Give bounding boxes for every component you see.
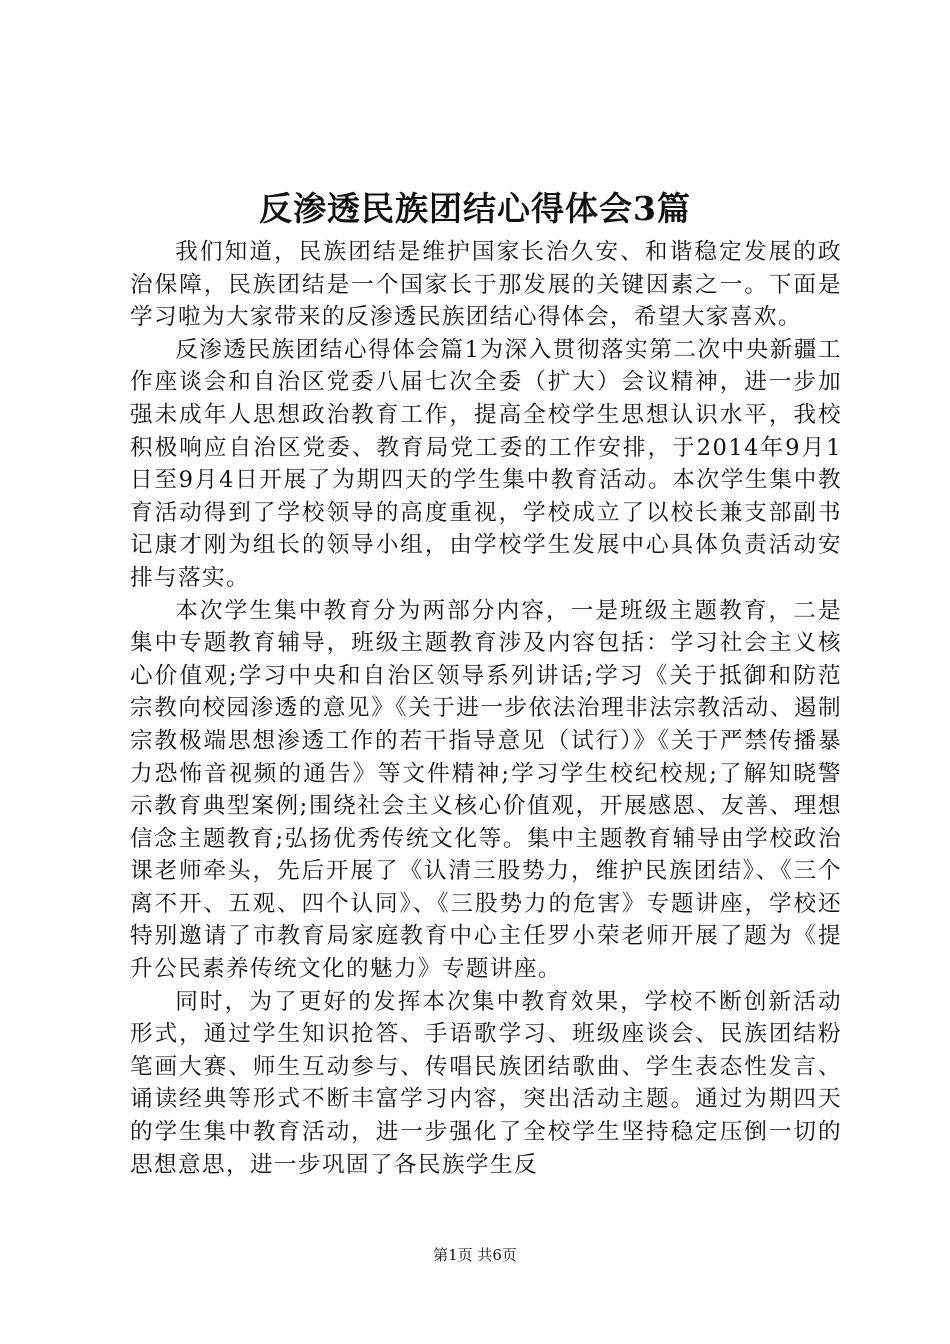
page-number-footer: 第1页 共6页 xyxy=(433,1246,517,1264)
document-title: 反渗透民族团结心得体会3篇 xyxy=(259,189,691,228)
paragraph-activity-forms: 同时，为了更好的发挥本次集中教育效果，学校不断创新活动形式，通过学生知识抢答、手语歌学习、班级座谈会、民族团结粉笔画大赛、师生互动参与、传唱民族团结歌曲、学生表态性发言、诵读经典等形式不断丰富学习内容，突出活动主题。通过为期四天的学生集中教育活动，进一步强化了全校学生坚持稳定压倒一切的思想意思，进一步巩固了各民族学生反 xyxy=(130,988,842,1178)
document-body xyxy=(130,236,842,1181)
paragraph-part-1: 反渗透民族团结心得体会篇1为深入贯彻落实第二次中央新疆工作座谈会和自治区党委八届七次全委（扩大）会议精神，进一步加强未成年人思想政治教育工作，提高全校学生思想认识水平，我校积极响应自治区党委、教育局党工委的工作安排，于2014年9月1日至9月4日开展了为期四天的学生集中教育活动。本次学生集中教育活动得到了学校领导的高度重视，学校成立了以校长兼支部副书记康才刚为组长的领导小组，由学校学生发展中心具体负责活动安排与落实。 xyxy=(130,336,842,591)
paragraph-intro: 我们知道，民族团结是维护国家长治久安、和谐稳定发展的政治保障，民族团结是一个国家长于那发展的关键因素之一。下面是学习啦为大家带来的反渗透民族团结心得体会，希望大家喜欢。 xyxy=(130,239,842,331)
paragraph-education-content: 本次学生集中教育分为两部分内容，一是班级主题教育，二是集中专题教育辅导，班级主题教育涉及内容包括：学习社会主义核心价值观;学习中央和自治区领导系列讲话;学习《关于抵御和防范宗教向校园渗透的意见》《关于进一步依法治理非法宗教活动、遏制宗教极端思想渗透工作的若干指导意见（试行）》《关于严禁传播暴力恐怖音视频的通告》等文件精神;学习学生校纪校规;了解知晓警示教育典型案例;围绕社会主义核心价值观，开展感恩、友善、理想信念主题教育;弘扬优秀传统文化等。集中主题教育辅导由学校政治课老师牵头，先后开展了《认清三股势力，维护民族团结》、《三个离不开、五观、四个认同》、《三股势力的危害》专题讲座，学校还特别邀请了市教育局家庭教育中心主任罗小荣老师开展了题为《提升公民素养传统文化的魅力》专题讲座。 xyxy=(130,597,842,983)
